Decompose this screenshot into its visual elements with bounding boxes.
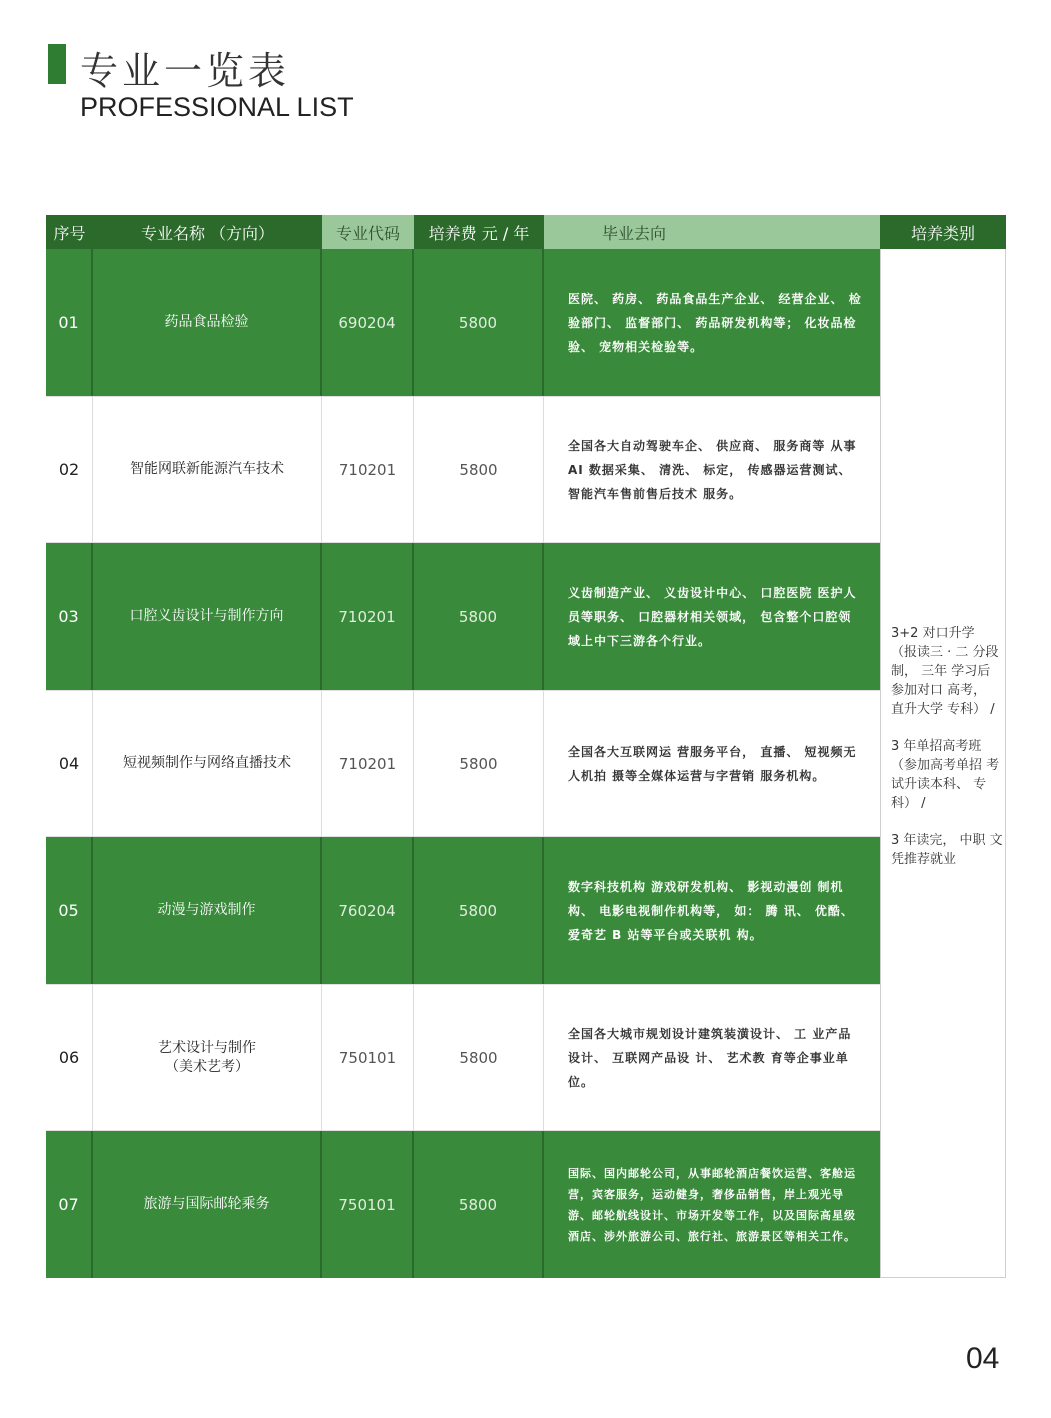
row-major-name: 艺术设计与制作 （美术艺考） — [93, 985, 322, 1130]
row-index: 01 — [46, 249, 93, 396]
row-fee: 5800 — [414, 1131, 544, 1278]
page-number: 04 — [966, 1342, 1000, 1375]
training-type-column — [880, 249, 1006, 1278]
row-major-name: 动漫与游戏制作 — [93, 837, 322, 984]
professional-table — [46, 215, 1006, 1278]
header-name: 专业名称 （方向） — [93, 215, 322, 249]
row-major-code: 690204 — [322, 249, 414, 396]
row-destination: 全国各大城市规划设计建筑装潢设计、 工 业产品设计、 互联网产品设 计、 艺术教 育等企事业单位。 — [568, 1026, 852, 1089]
row-fee: 5800 — [414, 249, 544, 396]
table-row — [46, 249, 880, 396]
training-type-text — [891, 624, 1003, 887]
row-destination: 义齿制造产业、 义齿设计中心、 口腔医院 医护人员等职务、 口腔器材相关领域， 包含整个口腔领域上中下三游各个行业。 — [568, 585, 857, 648]
row-destination: 全国各大互联网运 营服务平台， 直播、 短视频无人机拍 摄等全媒体运营与字营销 服务机构。 — [568, 744, 857, 783]
row-major-code: 710201 — [322, 543, 414, 690]
row-major-code: 760204 — [322, 837, 414, 984]
header-code: 专业代码 — [322, 215, 414, 249]
table-row — [46, 396, 880, 543]
row-fee: 5800 — [414, 397, 544, 542]
row-major-name: 旅游与国际邮轮乘务 — [93, 1131, 322, 1278]
row-major-code: 750101 — [322, 1131, 414, 1278]
row-index: 06 — [46, 985, 93, 1130]
row-index: 03 — [46, 543, 93, 690]
row-major-code: 710201 — [322, 691, 414, 836]
training-type-item: 3+2 对口升学 （报读三 · 二 分段制， 三年 学习后参加对口 高考， 直升大学 专科） / — [891, 626, 999, 717]
header-destination: 毕业去向 — [544, 215, 880, 249]
training-type-item: 3 年单招高考班 （参加高考单招 考试升读本科、 专科） / — [891, 739, 1000, 811]
row-major-code: 750101 — [322, 985, 414, 1130]
header-fee: 培养费 元 / 年 — [414, 215, 544, 249]
table-row — [46, 543, 880, 690]
table-row — [46, 984, 880, 1131]
table-row — [46, 837, 880, 984]
row-index: 05 — [46, 837, 93, 984]
row-destination: 国际、国内邮轮公司，从事邮轮酒店餐饮运营、客舱运营，宾客服务，运动健身，奢侈品销售，岸上观光导游、邮轮航线设计、市场开发等工作，以及国际高星级酒店、涉外旅游公司、旅行社、旅游景区等相关工作。 — [568, 1166, 856, 1243]
row-major-name: 口腔义齿设计与制作方向 — [93, 543, 322, 690]
page-subtitle: PROFESSIONAL LIST — [80, 92, 354, 122]
row-destination: 数字科技机构 游戏研发机构、 影视动漫创 制机构、 电影电视制作机构等， 如： 腾 讯、 优酷、 爱奇艺 B 站等平台或关联机 构。 — [568, 879, 854, 942]
row-major-code: 710201 — [322, 397, 414, 542]
row-major-name: 短视频制作与网络直播技术 — [93, 691, 322, 836]
training-type-item: 3 年读完， 中职 文凭推荐就业 — [891, 833, 1003, 867]
row-index: 04 — [46, 691, 93, 836]
row-index: 02 — [46, 397, 93, 542]
row-destination: 医院、 药房、 药品食品生产企业、 经营企业、 检验部门、 监督部门、 药品研发机构等； 化妆品检验、 宠物相关检验等。 — [568, 291, 862, 354]
title-accent-bar — [48, 44, 66, 84]
row-fee: 5800 — [414, 985, 544, 1130]
page-title: 专业一览表 — [80, 49, 291, 93]
row-major-name: 智能网联新能源汽车技术 — [93, 397, 322, 542]
header-training-type: 培养类别 — [880, 215, 1006, 249]
table-row — [46, 690, 880, 837]
header-index: 序号 — [46, 215, 93, 249]
row-major-name: 药品食品检验 — [93, 249, 322, 396]
row-fee: 5800 — [414, 691, 544, 836]
row-fee: 5800 — [414, 543, 544, 690]
row-destination: 全国各大自动驾驶车企、 供应商、 服务商等 从事 AI 数据采集、 清洗、 标定， 传感器运营测试、 智能汽车售前售后技术 服务。 — [568, 438, 857, 501]
row-index: 07 — [46, 1131, 93, 1278]
row-fee: 5800 — [414, 837, 544, 984]
table-row — [46, 1131, 880, 1278]
